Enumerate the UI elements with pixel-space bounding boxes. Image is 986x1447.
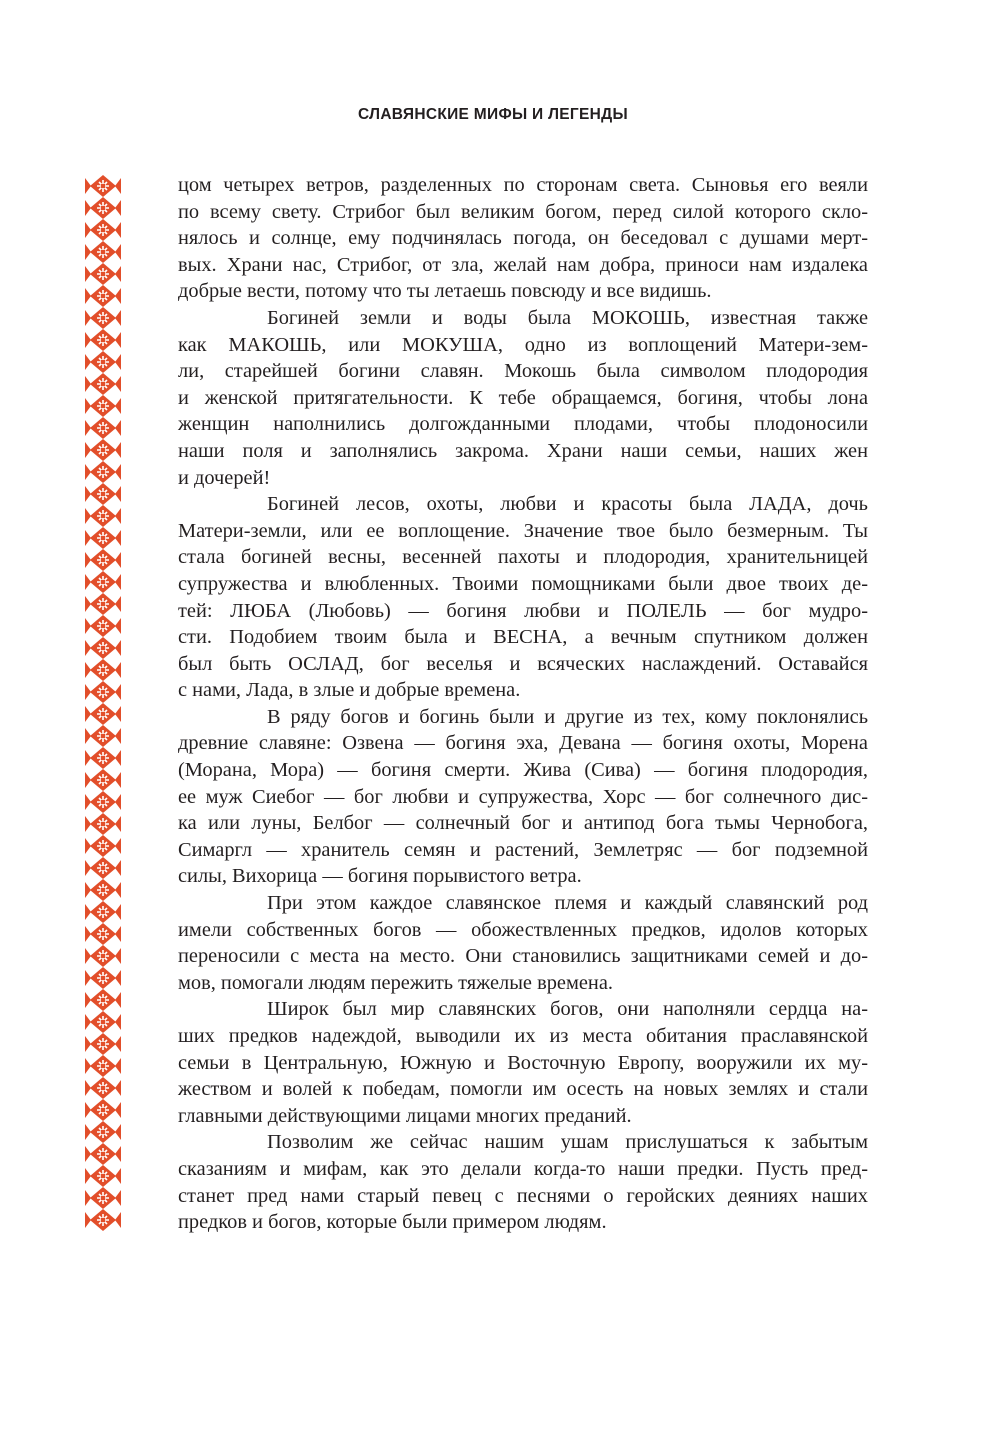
ornament-motif — [85, 351, 121, 373]
text-line: и дочерей! — [178, 466, 271, 489]
ornament-motif — [85, 593, 121, 615]
ornament-motif — [85, 197, 121, 219]
text-line: сти. Подобием твоим была и ВЕСНА, а вечным спутником должен — [178, 626, 868, 649]
ornament-motif — [85, 1209, 121, 1231]
ornament-motif — [85, 241, 121, 263]
ornament-motif — [85, 307, 121, 329]
text-line: главными действующими лицами многих преданий. — [178, 1104, 632, 1127]
ornament-motif — [85, 1165, 121, 1187]
body-text — [178, 172, 868, 1236]
text-line: ее муж Сиебог — бог любви и супружества, Хорс — бог солнечного дис- — [178, 785, 868, 808]
ornament-motif — [85, 1055, 121, 1077]
ornament-motif — [85, 395, 121, 417]
text-line: с нами, Лада, в злые и добрые времена. — [178, 679, 521, 702]
text-line: Широк был мир славянских богов, они наполняли сердца на- — [267, 998, 868, 1021]
ornament-motif — [85, 1099, 121, 1121]
text-line: стала богиней весны, весенней пахоты и плодородия, хранительницей — [178, 546, 868, 569]
ornament-motif — [85, 989, 121, 1011]
ornament-motif — [85, 571, 121, 593]
ornament-motif — [85, 263, 121, 285]
ornament-motif — [85, 637, 121, 659]
ornament-motif — [85, 1033, 121, 1055]
text-line: супружества и влюбленных. Твоими помощниками были двое твоих де- — [178, 572, 868, 595]
text-line: Матери-земли, или ее воплощение. Значение твое было безмерным. Ты — [178, 519, 868, 542]
text-line: женщин наполнились долгожданными плодами, чтобы плодоносили — [178, 413, 868, 436]
text-line: добрые вести, потому что ты летаешь повсюду и все видишь. — [178, 280, 712, 303]
text-line: сказаниям и мифам, как это делали когда-то наши предки. Пусть пред- — [178, 1157, 868, 1180]
text-line: переносили с места на место. Они становились защитниками семей и до- — [178, 945, 868, 968]
text-line: как МАКОШЬ, или МОКУША, одно из воплощений Матери-зем- — [178, 333, 868, 356]
text-line: Позволим же сейчас нашим ушам прислушаться к забытым — [267, 1131, 868, 1154]
running-head: СЛАВЯНСКИЕ МИФЫ И ЛЕГЕНДЫ — [358, 106, 628, 123]
ornament-motif — [85, 923, 121, 945]
text-line: станет пред нами старый певец с песнями о геройских деяниях наших — [178, 1184, 868, 1207]
text-line: Симаргл — хранитель семян и растений, Землетряс — бог подземной — [178, 838, 868, 861]
ornament-motif — [85, 879, 121, 901]
ornament-motif — [85, 175, 121, 197]
ornament-motif — [85, 725, 121, 747]
ornament-motif — [85, 769, 121, 791]
ornament-motif — [85, 219, 121, 241]
text-line: Богиней лесов, охоты, любви и красоты была ЛАДА, дочь — [267, 493, 868, 516]
ornament-motif — [85, 857, 121, 879]
ornament-motif — [85, 703, 121, 725]
ornament-motif — [85, 967, 121, 989]
text-line: мов, помогали людям пережить тяжелые времена. — [178, 971, 613, 994]
ornament-motif — [85, 813, 121, 835]
text-line: семьи в Центральную, Южную и Восточную Европу, вооружили их му- — [178, 1051, 868, 1074]
text-line: тей: ЛЮБА (Любовь) — богиня любви и ПОЛЕЛЬ — бог мудро- — [178, 599, 868, 622]
text-line: жеством и волей к победам, помогли им осесть на новых землях и стали — [178, 1078, 868, 1101]
ornament-border-icon — [85, 175, 121, 1243]
ornament-motif — [85, 1077, 121, 1099]
text-line: и женской притягательности. К тебе обращаемся, богиня, чтобы лона — [178, 386, 868, 409]
text-line: В ряду богов и богинь были и другие из тех, кому поклонялись — [267, 705, 868, 728]
text-line: был быть ОСЛАД, бог веселья и всяческих наслаждений. Оставайся — [178, 652, 868, 675]
text-line: ка или луны, Белбог — солнечный бог и антипод бога тьмы Чернобога, — [178, 812, 868, 835]
ornament-motif — [85, 549, 121, 571]
ornament-motif — [85, 527, 121, 549]
ornament-motif — [85, 329, 121, 351]
text-line: ших предков надеждой, выводили их из места обитания праславянской — [178, 1025, 868, 1047]
ornament-motif — [85, 1143, 121, 1165]
ornament-motif — [85, 901, 121, 923]
ornament-motif — [85, 1121, 121, 1143]
text-line: предков и богов, которые были примером людям. — [178, 1211, 607, 1234]
text-line: по всему свету. Стрибог был великим богом, перед силой которого скло- — [178, 200, 868, 223]
ornament-motif — [85, 835, 121, 857]
text-line: При этом каждое славянское племя и каждый славянский род — [267, 892, 868, 915]
ornament-motif — [85, 417, 121, 439]
text-line: Богиней земли и воды была МОКОШЬ, известная также — [267, 306, 868, 329]
ornament-motif — [85, 439, 121, 461]
ornament-motif — [85, 461, 121, 483]
text-line: имели собственных богов — обожествленных предков, идолов которых — [178, 918, 868, 941]
text-line: (Морана, Мора) — богиня смерти. Жива (Сива) — богиня плодородия, — [178, 759, 868, 782]
ornament-motif — [85, 373, 121, 395]
ornament-motif — [85, 1011, 121, 1033]
ornament-motif — [85, 483, 121, 505]
ornament-motif — [85, 1187, 121, 1209]
text-line: нялось и солнце, ему подчинялась погода, он беседовал с душами мерт- — [178, 227, 868, 250]
text-line: ли, старейшей богини славян. Мокошь была символом плодородия — [178, 360, 868, 383]
ornament-motif — [85, 659, 121, 681]
ornament-motif — [85, 505, 121, 527]
ornament-motif — [85, 615, 121, 637]
ornament-motif — [85, 285, 121, 307]
text-line: силы, Вихорица — богиня порывистого ветра. — [178, 865, 582, 888]
ornament-motif — [85, 681, 121, 703]
ornament-motif — [85, 945, 121, 967]
text-line: древние славяне: Озвена — богиня эха, Девана — богиня охоты, Морена — [178, 732, 868, 755]
text-line: вых. Храни нас, Стрибог, от зла, желай нам добра, приноси нам издалека — [178, 253, 868, 276]
ornament-motif — [85, 747, 121, 769]
ornament-motif — [85, 791, 121, 813]
text-line: цом четырех ветров, разделенных по сторонам света. Сыновья его веяли — [178, 174, 868, 196]
text-line: наши поля и заполнялись закрома. Храни наши семьи, наших жен — [178, 439, 868, 462]
